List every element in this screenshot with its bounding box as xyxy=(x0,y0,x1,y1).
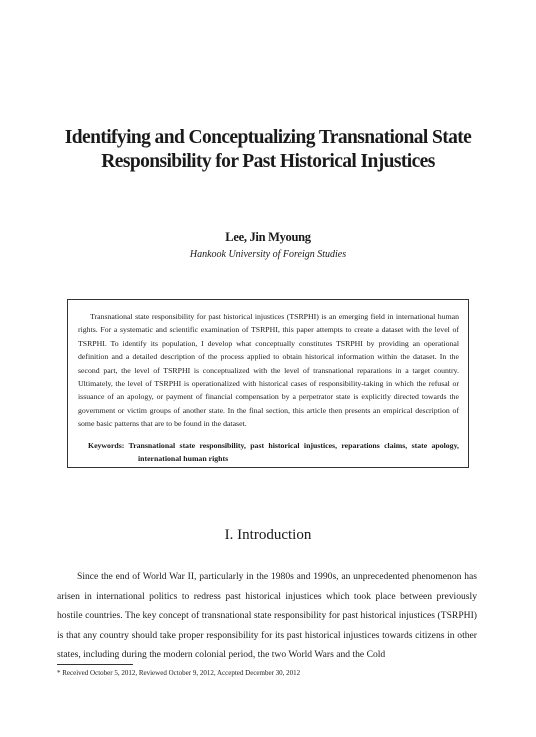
author-affiliation: Hankook University of Foreign Studies xyxy=(189,249,347,260)
keywords-label: Keywords: xyxy=(88,440,125,450)
keywords-list: Transnational state responsibility, past historical injustices, reparations claims, state apology, international human rights xyxy=(128,440,459,464)
section-heading: I. Introduction xyxy=(224,527,312,543)
body-paragraph: Since the end of World War II, particularly in the 1980s and 1990s, an unprecedented phenomenon has arisen in international politics to redress past historical injustices which took place between previously hostile countries. The key concept of transnational state responsibility for past historical injustices (TSRPHI) is that any country should take proper responsibility for its past historical injustices towards citizens in other states, including during the modern colonial period, the two World Wars and the Cold xyxy=(57,571,477,660)
footnote-divider xyxy=(57,664,133,665)
paper-title-line-2: Responsibility for Past Historical Injustices xyxy=(101,151,435,172)
paper-title-line-1: Identifying and Conceptualizing Transnational State xyxy=(64,127,472,148)
abstract-box xyxy=(67,299,469,468)
keywords xyxy=(78,439,459,466)
author-name: Lee, Jin Myoung xyxy=(225,230,311,244)
footnote: * Received October 5, 2012, Reviewed October 9, 2012, Accepted December 30, 2012 xyxy=(57,669,301,677)
paper-title xyxy=(40,126,496,174)
abstract-text: Transnational state responsibility for past historical injustices (TSRPHI) is an emerging field in international human rights. For a systematic and scientific examination of TSRPHI, this paper attempts to create a dataset with the level of TSRPHI. To identify its population, I develop what conceptually constitutes TSRPHI by providing an operational definition and a detailed description of the process applied to obtain historical information within the dataset. In the second part, the level of TSRPHI is conceptualized with the level of transnational reparations in a target country. Ultimately, the level of TSRPHI is operationalized with historical cases of responsibility-taking in which the refusal or issuance of an apology, or payment of financial compensation by a perpetrator state is explicitly directed towards the government or victim groups of another state. In the final section, this article then presents an empirical description of some basic patterns that are to be found in the dataset. xyxy=(78,312,459,429)
